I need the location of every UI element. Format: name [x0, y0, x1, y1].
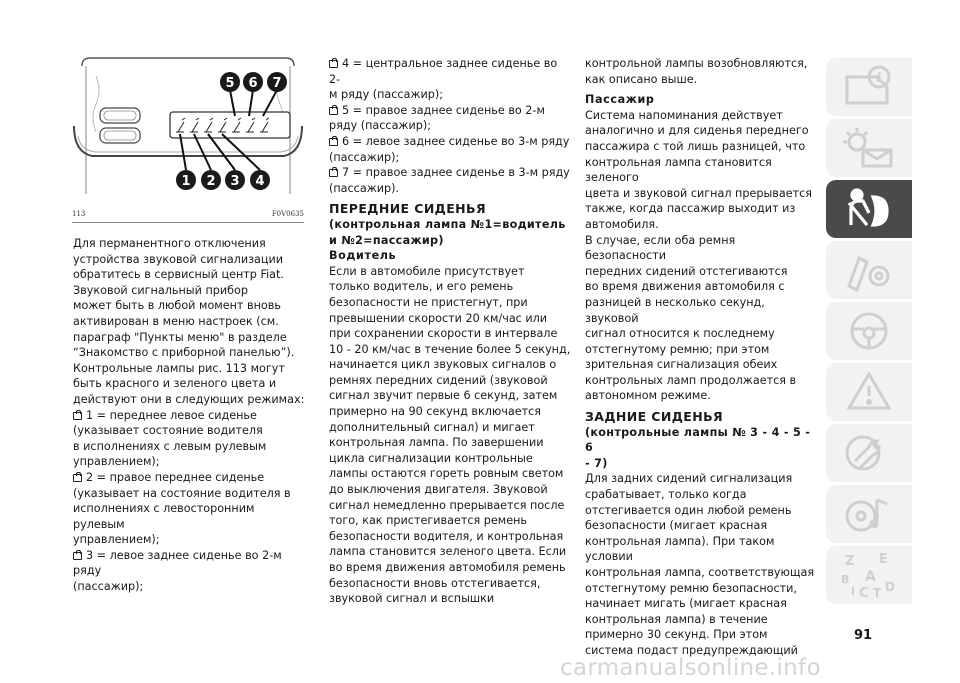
callout-6: 6: [248, 76, 258, 91]
text-line: 10 - 20 км/час в течение более 5 секунд,: [329, 342, 571, 356]
text-line: до выключения двигателя. Звуковой: [329, 483, 548, 497]
tab-emergency[interactable]: [826, 363, 912, 421]
text-line: цвета и звуковой сигнал прерывается: [585, 186, 813, 200]
text-line: (пассажир).: [329, 181, 400, 195]
text-line: начинает мигать (мигает красная: [585, 597, 787, 611]
index-letter: D: [885, 580, 895, 594]
text-line: сигнал звучит первые 6 секунд, затем: [329, 389, 558, 403]
text-line: управлением);: [73, 533, 160, 547]
text-line: во время движения автомобиля ремень: [329, 561, 566, 574]
column-1: [73, 236, 305, 595]
text-line: Если в автомобиле присутствует: [329, 264, 525, 278]
text-line: ремнях передних сидений (звуковой: [329, 373, 548, 387]
list-item-text: 5 = правое заднее сиденье во 2-м: [342, 103, 545, 117]
text-line: контрольная лампа). При таком условии: [585, 534, 775, 564]
text-line: примерно 30 секунд. При этом: [585, 628, 768, 642]
bullet-icon: [329, 138, 338, 146]
text-line: цикла сигнализации контрольные: [329, 451, 533, 465]
callout-4: 4: [255, 174, 265, 189]
text-line: также, когда пассажир выходит из: [585, 202, 796, 216]
subheading-passenger: Пассажир: [585, 93, 655, 107]
service-wrench-icon: [839, 429, 899, 477]
index-letter: Z: [845, 554, 855, 569]
text-line: устройства звуковой сигнализации: [73, 252, 284, 266]
text-line: автомобиля.: [585, 217, 659, 231]
text-line: звуковой сигнал и вспышки: [329, 592, 495, 606]
text-line: аналогично и для сиденья переднего: [585, 124, 809, 138]
callout-7: 7: [272, 76, 282, 91]
subheading-driver: Водитель: [329, 249, 397, 263]
text-line: автономном режиме.: [585, 389, 711, 403]
text-line: контрольной лампы возобновляются,: [585, 57, 808, 70]
section-subheading-line1: (контрольные лампы № 3 - 4 - 5 - 6: [585, 425, 811, 455]
tab-index[interactable]: [826, 546, 912, 604]
list-item-text: 4 = центральное заднее сиденье во 2-: [329, 57, 558, 86]
index-letter: T: [873, 586, 882, 599]
svg-text:i: i: [876, 71, 882, 86]
list-item: [329, 134, 571, 150]
section-subheading-line2: - 7): [585, 456, 608, 470]
text-line: “Знакомство с приборной панелью”).: [73, 346, 295, 360]
text-line: лампы остаются гореть ровным светом: [329, 467, 564, 481]
text-line: обратитесь в сервисный центр Fiat.: [73, 268, 284, 282]
start-key-icon: [839, 246, 899, 294]
text-line: контрольная лампа. По завершении: [329, 436, 544, 450]
text-line: контрольная лампа, соответствующая: [585, 566, 815, 579]
tab-safety[interactable]: [826, 180, 912, 238]
text-line: управлением);: [73, 455, 160, 469]
tab-starting[interactable]: [826, 241, 912, 299]
list-item-text: 3 = левое заднее сиденье во 2-м ряду: [73, 548, 282, 578]
text-line: отстегивается один любой ремень: [585, 503, 792, 517]
bullet-icon: [329, 60, 338, 68]
callout-1: 1: [181, 174, 191, 189]
text-line: дополнительный сигнал) и мигает: [329, 420, 535, 434]
text-line: безопасности не пристегнут, при: [329, 295, 528, 309]
list-item: [329, 165, 571, 181]
index-letter: A: [865, 569, 876, 585]
figure-113: [72, 56, 304, 206]
text-line: исполнениях с левосторонним рулевым: [73, 502, 255, 531]
callout-3: 3: [230, 174, 240, 189]
text-line: может быть в любой момент вновь: [73, 299, 281, 313]
text-line: Для задних сидений сигнализация: [585, 472, 793, 486]
text-line: безопасности водителя, и контрольная: [329, 529, 564, 543]
chapter-tabs: [826, 58, 912, 607]
text-line: Звуковой сигнальный прибор: [73, 283, 248, 297]
text-line: безопасности (мигает красная: [585, 519, 768, 533]
list-item: [73, 408, 305, 424]
text-line: ряду (пассажир);: [329, 119, 432, 133]
text-line: система подаст предупреждающий: [585, 643, 798, 657]
text-line: зрительная сигнализация обеих: [585, 358, 778, 372]
list-item-text: 1 = переднее левое сиденье: [86, 408, 257, 422]
text-line: как описано выше.: [585, 72, 698, 86]
text-line: отстегнутому ремню; при этом: [585, 342, 770, 356]
text-line: пассажира с той лишь разницей, что: [585, 139, 806, 153]
steering-wheel-icon: [839, 307, 899, 355]
seatbelt-lamps-illustration: [72, 56, 304, 206]
list-item: [73, 548, 305, 579]
figure-code: F0V0635: [271, 210, 304, 218]
seatbelt-airbag-icon: [839, 185, 899, 233]
text-line: примерно на 90 секунд включается: [329, 405, 542, 419]
page-number: 91: [854, 628, 873, 643]
text-line: разницей в несколько секунд, звуковой: [585, 295, 765, 325]
callout-5: 5: [225, 76, 235, 91]
index-letter: C: [859, 586, 869, 599]
section-heading-front-seats: ПЕРЕДНИЕ СИДЕНЬЯ: [329, 201, 486, 217]
bullet-icon: [329, 107, 338, 115]
section-subheading-line2: и №2=пассажир): [329, 233, 444, 247]
text-line: при сохранении скорости в интервале: [329, 327, 558, 341]
text-line: во время движения автомобиля с: [585, 280, 785, 294]
text-line: (указывает на состояние водителя в: [73, 486, 291, 500]
bullet-icon: [73, 412, 82, 420]
section-heading-rear-seats: ЗАДНИЕ СИДЕНЬЯ: [585, 409, 724, 425]
text-line: лампа становится зеленого цвета. Если: [329, 545, 567, 559]
list-item-text: 6 = левое заднее сиденье во 3-м ряду: [342, 134, 570, 148]
text-line: контрольных ламп продолжается в: [585, 373, 797, 387]
warning-light-icon: [839, 124, 899, 172]
text-line: параграф "Пункты меню" в разделе: [73, 330, 287, 344]
index-letters-icon: [839, 551, 899, 599]
text-line: быть красного и зеленого цвета и: [73, 377, 277, 391]
text-line: (пассажир);: [329, 150, 400, 164]
text-line: начинается цикл звуковых сигналов о: [329, 358, 557, 372]
text-line: контрольная лампа) в течение: [585, 612, 768, 626]
text-line: срабатывает, только когда: [585, 488, 747, 502]
text-line: безопасности вновь отстегивается,: [329, 576, 541, 590]
text-line: активирован в меню настроек (см.: [73, 314, 279, 328]
text-line: В случае, если оба ремня безопасности: [585, 233, 736, 263]
index-letter: B: [841, 573, 850, 586]
tab-info[interactable]: [826, 58, 912, 116]
column-3: [585, 56, 817, 659]
info-icon: [839, 63, 899, 111]
watermark: carmanualsonline.info: [560, 655, 821, 681]
text-line: контрольная лампа становится зеленого: [585, 155, 772, 185]
list-item-text: 7 = правое заднее сиденье в 3-м ряду: [342, 166, 570, 180]
list-item: [329, 56, 571, 87]
tab-service[interactable]: [826, 424, 912, 482]
text-line: Система напоминания действует: [585, 108, 783, 122]
text-line: отстегнутому ремню безопасности,: [585, 581, 797, 595]
section-subheading-line1: (контрольная лампа №1=водитель: [329, 217, 566, 231]
index-letter: I: [851, 585, 856, 598]
text-line: сигнал немедленно прерывается после: [329, 498, 565, 512]
text-line: действуют они в следующих режимах:: [73, 392, 305, 406]
text-line: Для перманентного отключения: [73, 237, 266, 250]
text-line: того, как пристегивается ремень: [329, 514, 528, 528]
text-line: (указывает состояние водителя: [73, 424, 263, 438]
figure-number: 113: [72, 210, 86, 218]
bullet-icon: [73, 474, 82, 482]
tab-driving[interactable]: [826, 302, 912, 360]
text-line: только водитель, и его ремень: [329, 280, 514, 294]
text-line: сигнал относится к последнему: [585, 327, 775, 341]
emergency-icon: [839, 368, 899, 416]
list-item: [329, 103, 571, 119]
figure-divider: [72, 222, 304, 223]
list-item-text: 2 = правое переднее сиденье: [86, 470, 265, 484]
text-line: м ряду (пассажир);: [329, 88, 444, 102]
column-2: [329, 56, 571, 607]
multimedia-icon: [839, 490, 899, 538]
figure-caption: [72, 210, 304, 222]
text-line: превышении скорости 20 км/час или: [329, 311, 548, 325]
text-line: Контрольные лампы рис. 113 могут: [73, 361, 285, 375]
tab-multimedia[interactable]: [826, 485, 912, 543]
list-item: [73, 470, 305, 486]
tab-warning-lights[interactable]: [826, 119, 912, 177]
text-line: передних сидений отстегиваются: [585, 264, 788, 278]
callout-2: 2: [206, 174, 216, 189]
text-line: (пассажир);: [73, 580, 144, 594]
bullet-icon: [73, 552, 82, 560]
bullet-icon: [329, 169, 338, 177]
index-letter: E: [879, 552, 888, 567]
text-line: в исполнениях с левым рулевым: [73, 439, 267, 453]
